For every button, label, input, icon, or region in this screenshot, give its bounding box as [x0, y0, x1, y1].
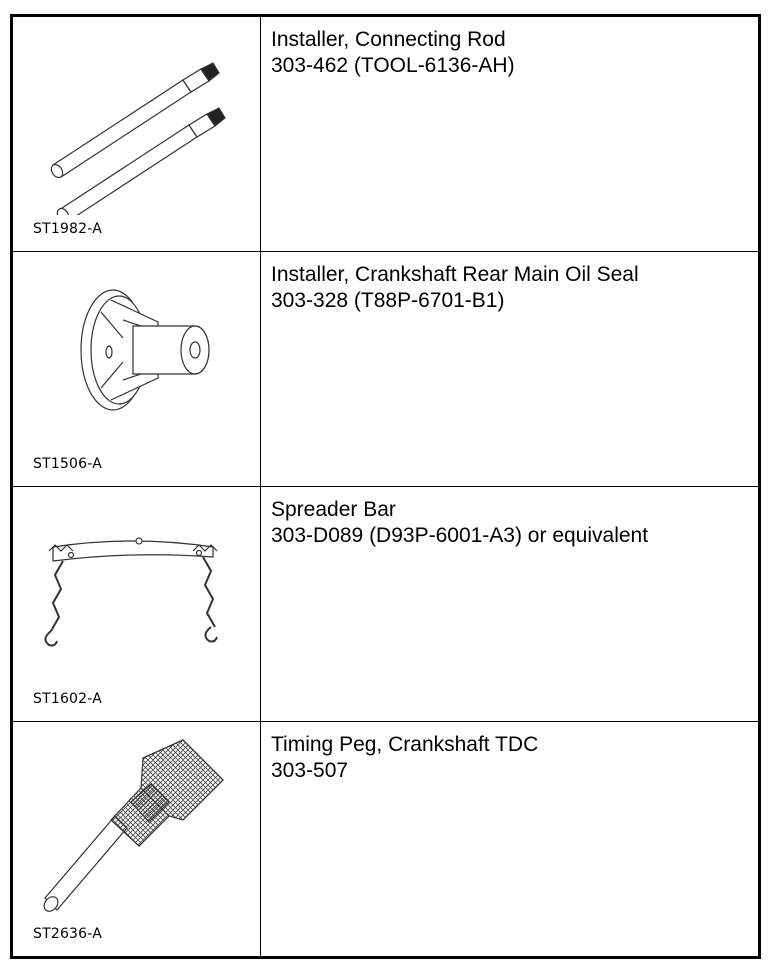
- tool-number: 303-507: [271, 759, 349, 782]
- description-cell: [261, 487, 758, 721]
- illustration-code: ST2636-A: [33, 926, 102, 942]
- tool-number: 303-462 (TOOL-6136-AH): [271, 54, 515, 77]
- table-row: [13, 487, 758, 722]
- illustration-code: ST1602-A: [33, 691, 102, 707]
- illustration-code: ST1982-A: [33, 221, 102, 237]
- description-cell: [261, 722, 758, 956]
- tool-name: Installer, Crankshaft Rear Main Oil Seal: [271, 263, 639, 286]
- connecting-rod-installer-icon: [23, 25, 251, 215]
- description-cell: [261, 17, 758, 251]
- tool-name: Installer, Connecting Rod: [271, 28, 506, 51]
- tool-number: 303-328 (T88P-6701-B1): [271, 289, 505, 312]
- tool-number: 303-D089 (D93P-6001-A3) or equivalent: [271, 524, 649, 547]
- tool-name: Timing Peg, Crankshaft TDC: [271, 733, 539, 756]
- table-row: [13, 252, 758, 487]
- rear-main-oil-seal-installer-icon: [23, 260, 251, 450]
- tool-name: Spreader Bar: [271, 498, 396, 521]
- description-cell: [261, 252, 758, 486]
- illustration-cell: [13, 17, 261, 251]
- illustration-cell: [13, 722, 261, 956]
- table-row: [13, 17, 758, 252]
- illustration-cell: [13, 487, 261, 721]
- special-tools-table: [10, 14, 761, 959]
- illustration-code: ST1506-A: [33, 456, 102, 472]
- spreader-bar-icon: [23, 495, 251, 685]
- illustration-cell: [13, 252, 261, 486]
- timing-peg-icon: [23, 730, 251, 920]
- table-row: [13, 722, 758, 956]
